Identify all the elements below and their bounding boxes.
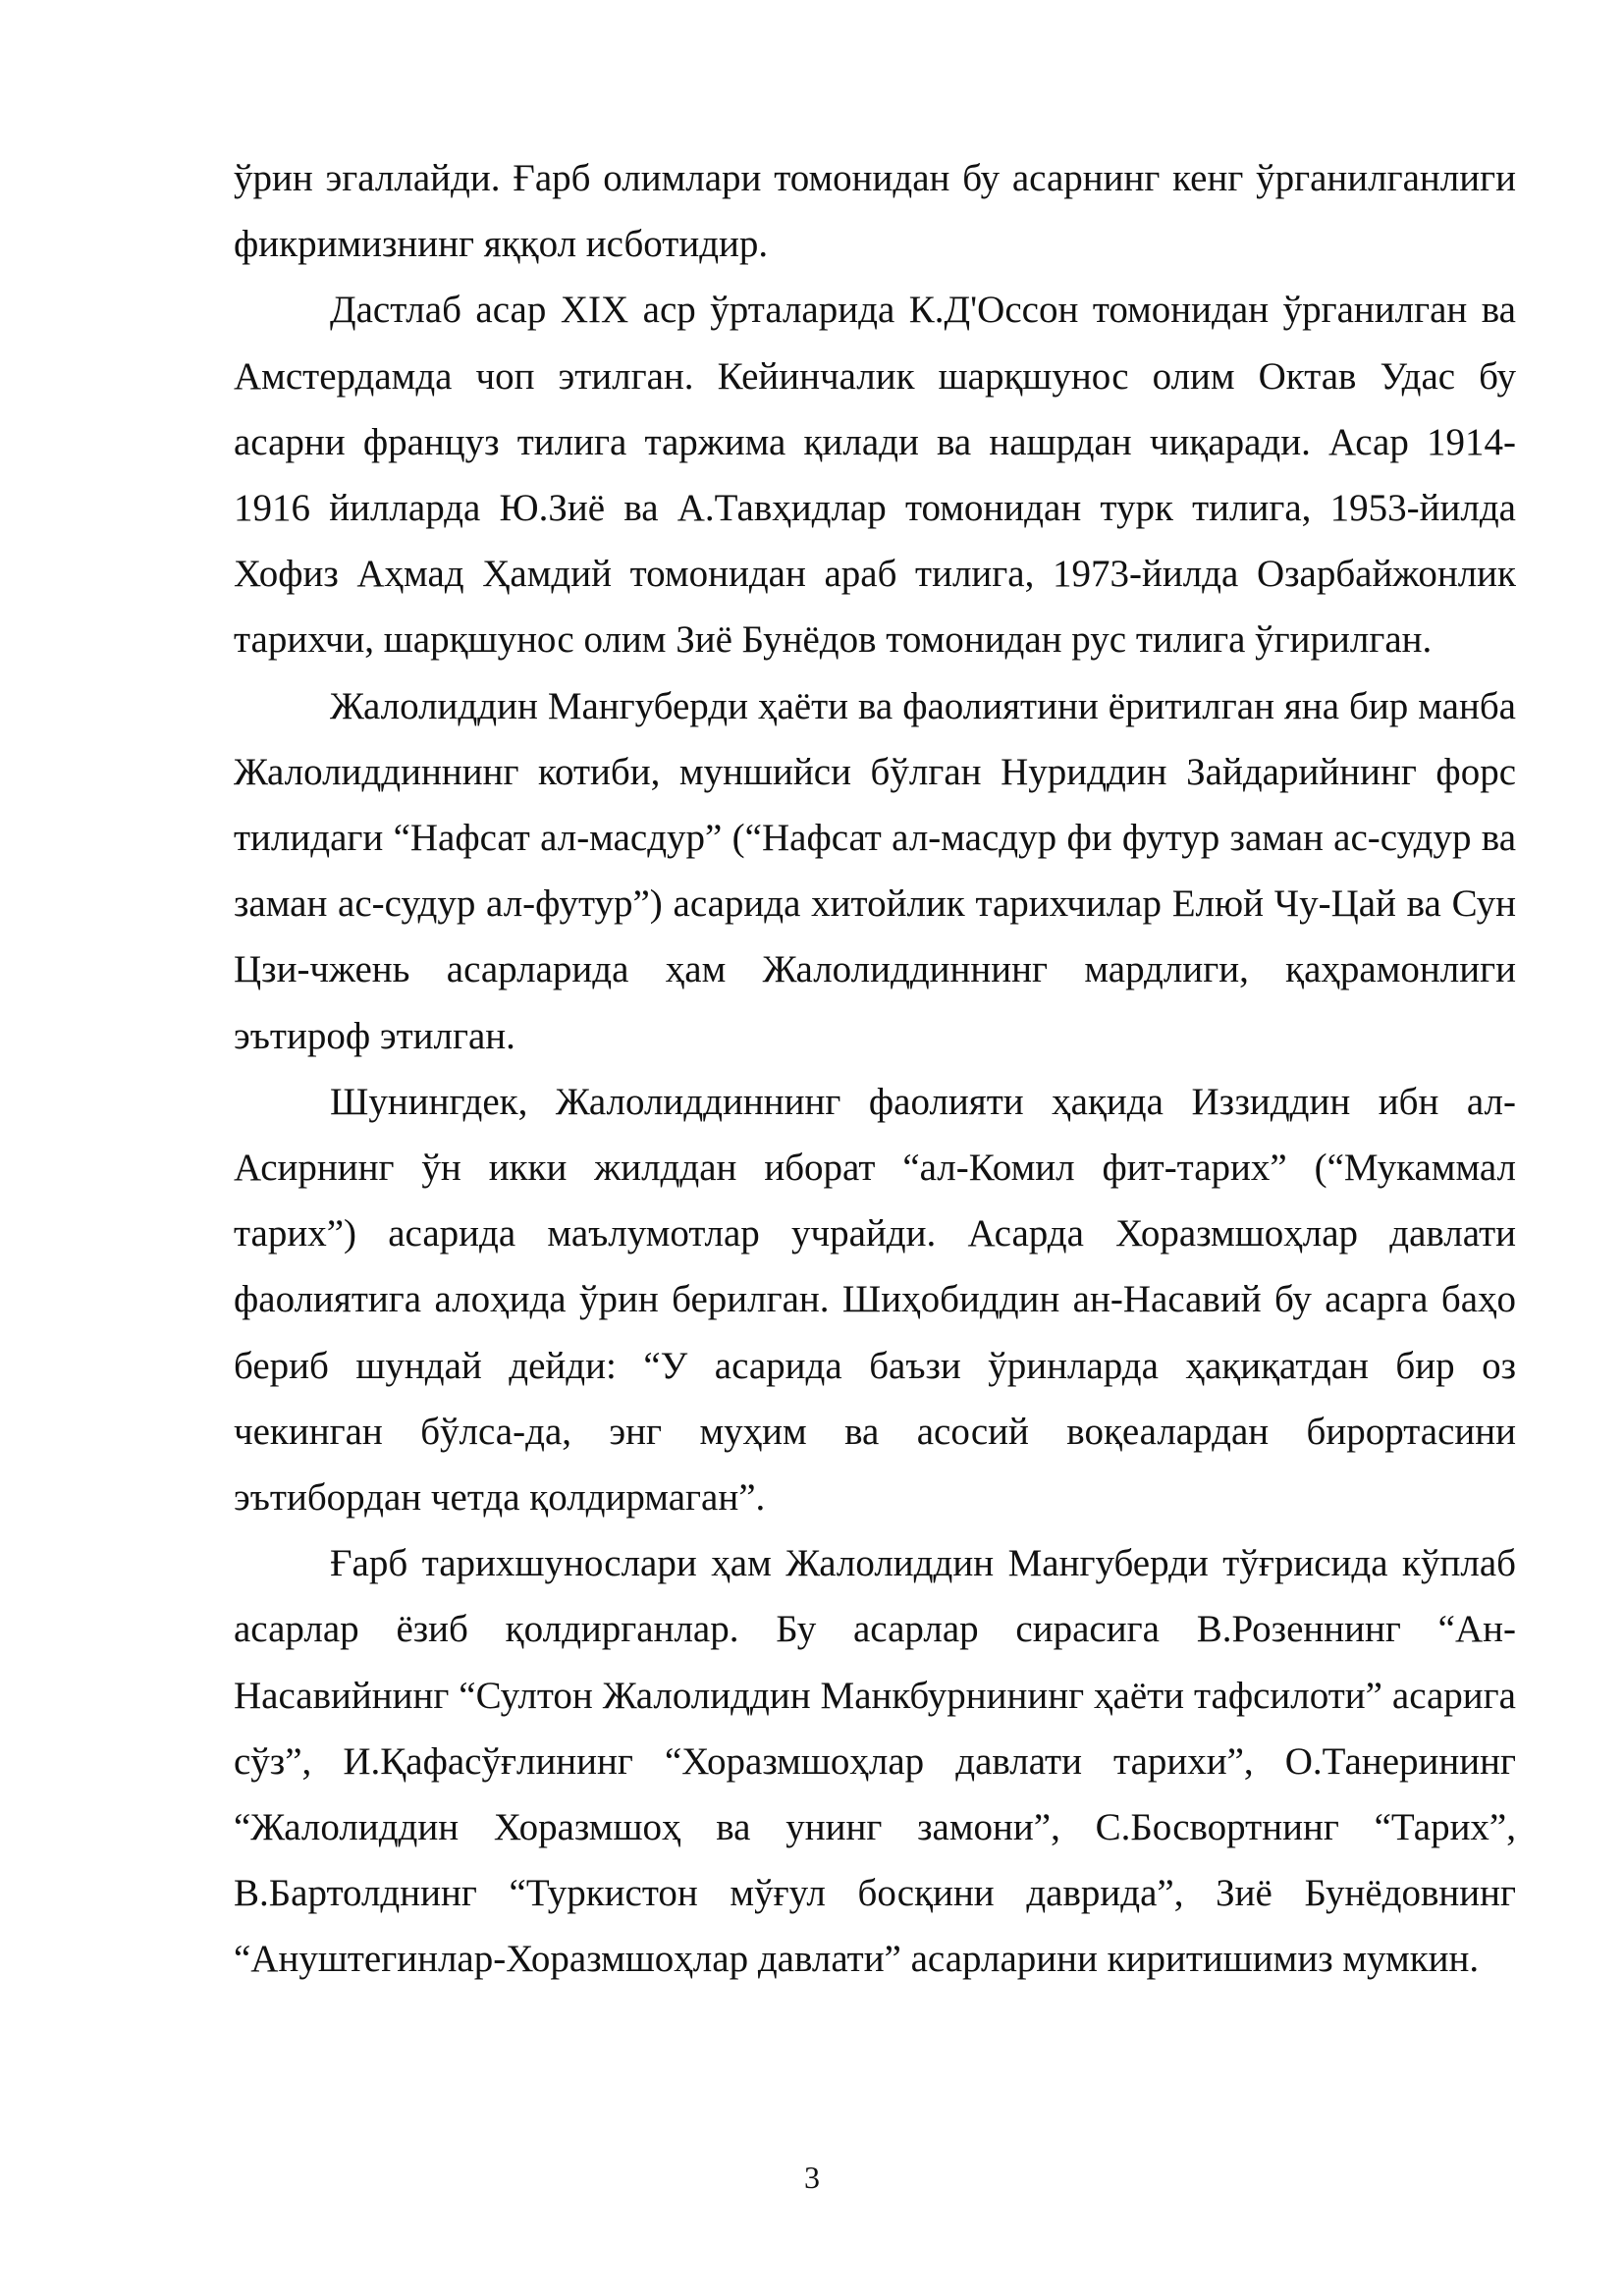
paragraph-continuation: ўрин эгаллайди. Ғарб олимлари томонидан бу асарнинг кенг ўрганилганлиги фикримизнинг яққол исботидир.: [234, 157, 1516, 266]
paragraph-nafsat-al-masdur: Жалолиддин Мангуберди ҳаёти ва фаолиятини ёритилган яна бир манба Жалолиддиннинг котиби, муншийси бўлган Нуриддин Зайдарийнинг форс тилидаги “Нафсат ал-масдур” (“Нафсат ал-масдур фи футур заман ас-судур ва заман ас-судур ал-футур”) асарида хитойлик тарихчилар Елюй Чу-Цай ва Сун Цзи-чжень асарларида ҳам Жалолиддиннинг мардлиги, қаҳрамонлиги эътироф этилган.: [234, 684, 1516, 1057]
page-number: 3: [804, 2160, 820, 2195]
paragraph-western-historians: Ғарб тарихшунослари ҳам Жалолиддин Мангуберди тўғрисида кўплаб асарлар ёзиб қолдирганлар. Бу асарлар сирасига В.Розеннинг “Ан-Насавийнинг “Султон Жалолиддин Манкбурнининг ҳаёти тафсилоти” асарига сўз”, И.Қафасўғлининг “Хоразмшоҳлар давлати тарихи”, О.Танерининг “Жалолиддин Хоразмшоҳ ва унинг замони”, С.Босвортнинг “Тарих”, В.Бартолднинг “Туркистон мўғул босқини даврида”, Зиё Бунёдовнинг “Ануштегинлар-Хоразмшоҳлар давлати” асарларини киритишимиз мумкин.: [234, 1542, 1516, 1981]
body-text: [234, 145, 1516, 1993]
paragraph-translations: Дастлаб асар XIX аср ўрталарида К.Д'Оссон томонидан ўрганилган ва Амстердамда чоп этилган. Кейинчалик шарқшунос олим Октав Удас бу асарни француз тилига таржима қилади ва нашрдан чиқаради. Асар 1914-1916 йилларда Ю.Зиё ва А.Тавҳидлар томонидан турк тилига, 1953-йилда Хофиз Аҳмад Ҳамдий томонидан араб тилига, 1973-йилда Озарбайжонлик тарихчи, шарқшунос олим Зиё Бунёдов томонидан рус тилига ўгирилган.: [234, 289, 1516, 662]
paragraph-al-komil: Шунингдек, Жалолиддиннинг фаолияти ҳақида Иззиддин ибн ал-Асирнинг ўн икки жилддан иборат “ал-Комил фит-тарих” (“Мукаммал тарих”) асарида маълумотлар учрайди. Асарда Хоразмшоҳлар давлати фаолиятига алоҳида ўрин берилган. Шиҳобиддин ан-Насавий бу асарга баҳо бериб шундай дейди: “У асарида баъзи ўринларда ҳақиқатдан бир оз чекинган бўлса-да, энг муҳим ва асосий воқеалардан бирортасини эътибордан четда қолдирмаган”.: [234, 1080, 1516, 1520]
